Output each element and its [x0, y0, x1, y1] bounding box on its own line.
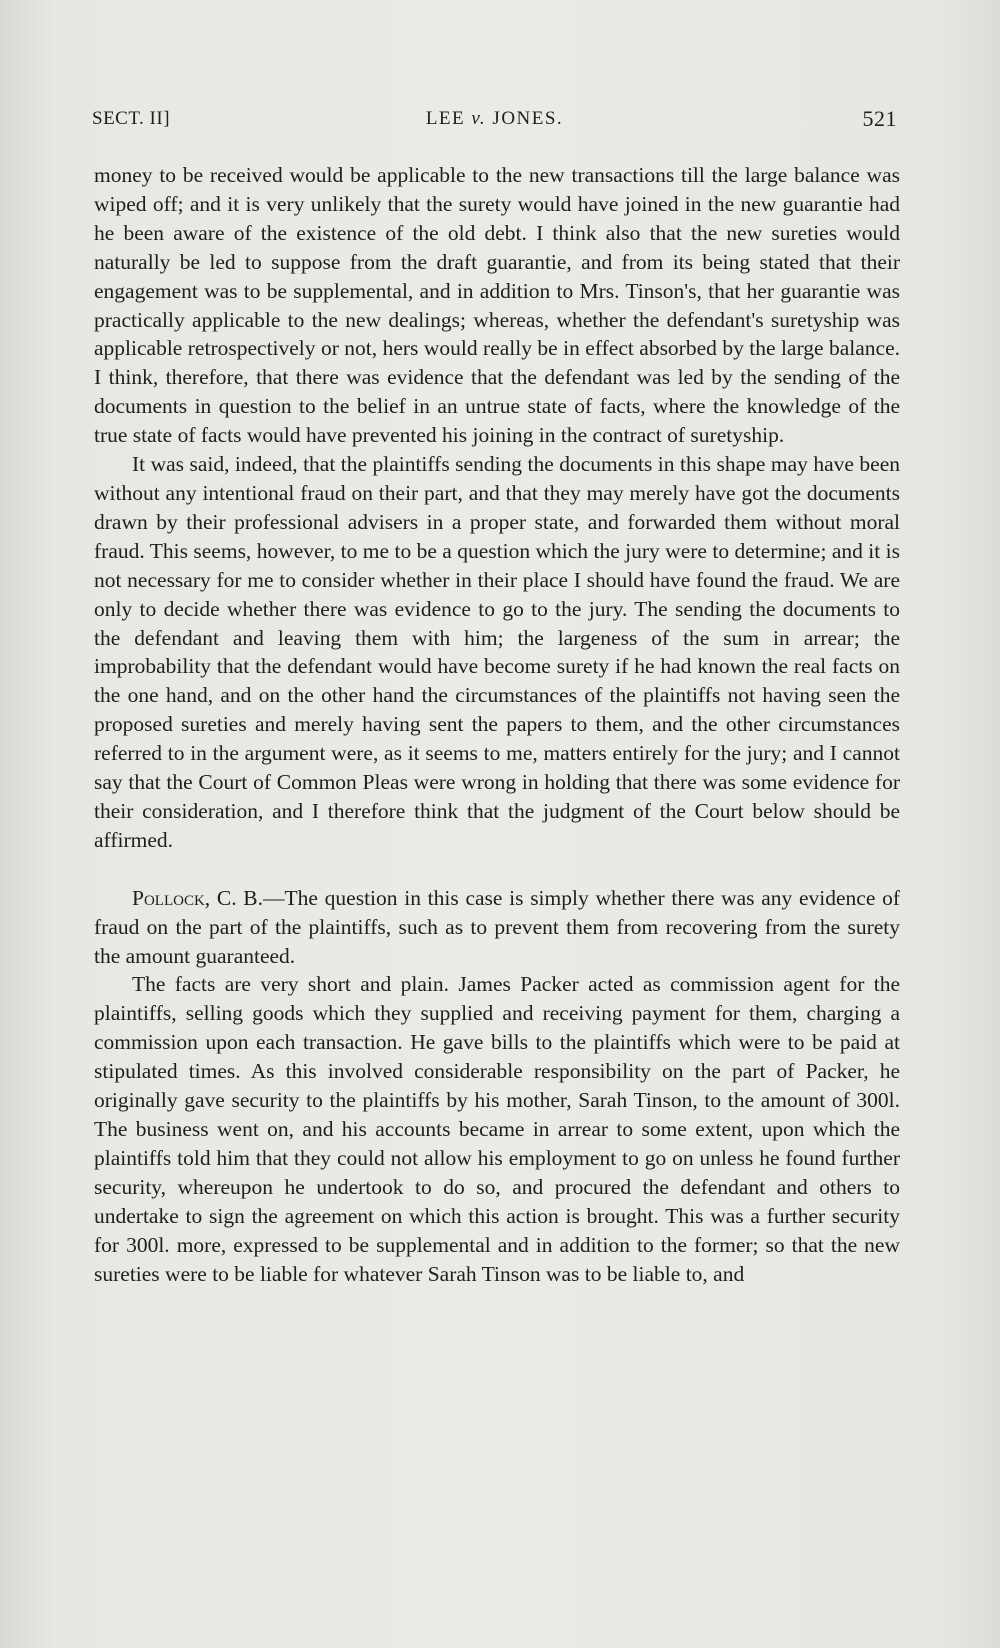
page-number: 521: [862, 106, 897, 131]
paragraph-3-text: , C. B.—The question in this case is simply whether there was any evidence of fraud on the part of the plaintiffs, such as to prevent them from recovering from the surety the amount guaranteed.: [94, 885, 900, 968]
paragraph-4: The facts are very short and plain. James Packer acted as commission agent for the plaintiffs, selling goods which they supplied and receiving payment for them, charging a commission upon each transaction. He gave bills to the plaintiffs which were to be paid at stipulated times. As this involved considerable responsibility on the part of Packer, he originally gave security to the plaintiffs by his mother, Sarah Tinson, to the amount of 300l. The business went on, and his accounts became in arrear to some extent, upon which the plaintiffs told him that they could not allow his employment to go on unless he found further security, whereupon he undertook to do so, and procured the defendant and others to undertake to sign the agreement on which this action is brought. This was a further security for 300l. more, expressed to be supplemental and in addition to the former; so that the new sureties were to be liable for whatever Sarah Tinson was to be liable to, and: [94, 972, 900, 1286]
paragraph-1: money to be received would be applicable to the new transactions till the large balance was wiped off; and it is very unlikely that the surety would have joined in the new guarantie had he been aware of the existence of the old debt. I think also that the new sureties would naturally be led to suppose from the draft guarantie, and from its being stated that their engagement was to be supplemental, and in addition to Mrs. Tinson's, that her guarantie was practically applicable to the new dealings; whereas, whether the defendant's suretyship was applicable retrospectively or not, hers would really be in effect absorbed by the large balance. I think, therefore, that there was evidence that the defendant was led by the sending of the documents in question to the belief in an untrue state of facts, where the knowledge of the true state of facts would have prevented his joining in the contract of suretyship.: [94, 163, 900, 448]
case-title: [92, 108, 897, 130]
section-label: SECT. II]: [92, 108, 171, 129]
speaker-name: Pollock: [132, 885, 205, 910]
body-text: [94, 161, 900, 1288]
case-title-right: JONES.: [486, 108, 564, 129]
paragraph-2: It was said, indeed, that the plaintiffs sending the documents in this shape may have been without any intentional fraud on their part, and that they may merely have got the documents drawn by their professional advisers in a proper state, and forwarded them without moral fraud. This seems, however, to me to be a question which the jury were to determine; and it is not necessary for me to consider whether in their place I should have found the fraud. We are only to decide whether there was evidence to go to the jury. The sending the documents to the defendant and leaving them with him; the largeness of the sum in arrear; the improbability that the defendant would have become surety if he had known the real facts on the one hand, and on the other hand the circumstances of the plaintiffs not having seen the proposed sureties and merely having sent the papers to them, and the other circumstances referred to in the argument were, as it seems to me, matters entirely for the jury; and I cannot say that the Court of Common Pleas were wrong in holding that there was some evidence for their consideration, and I therefore think that the judgment of the Court below should be affirmed.: [94, 452, 900, 852]
case-title-versus: v.: [471, 108, 487, 129]
case-title-left: LEE: [425, 108, 472, 129]
paragraph-3: [94, 884, 900, 971]
paragraph-gap: [94, 855, 900, 884]
running-header: [92, 108, 897, 138]
